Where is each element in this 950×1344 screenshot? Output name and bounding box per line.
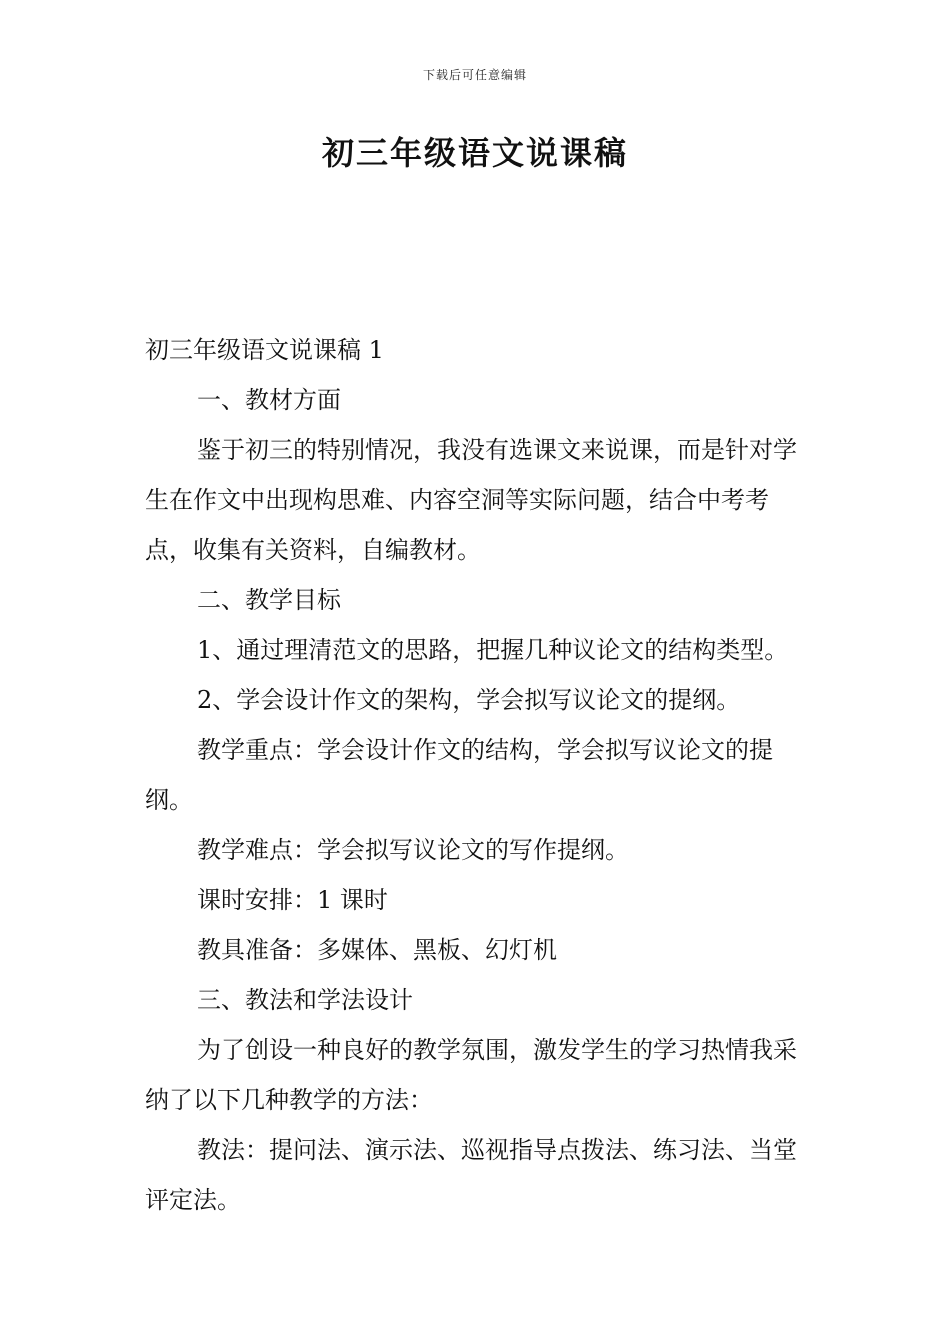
heading-teaching-goals: 二、教学目标 [197,586,341,614]
heading-teaching-material: 一、教材方面 [197,386,341,414]
teaching-key-point: 教学重点：学会设计作文的结构，学会拟写议论文的提纲。 [145,736,773,814]
paragraph-teaching-methods: 教法：提问法、演示法、巡视指导点拨法、练习法、当堂评定法。 [145,1136,797,1214]
goal-item-1: 1、通过理清范文的思路，把握几种议论文的结构类型。 [197,636,789,664]
teaching-difficulty: 教学难点：学会拟写议论文的写作提纲。 [197,836,629,864]
paragraph-material-description: 鉴于初三的特别情况，我没有选课文来说课，而是针对学生在作文中出现构思难、内容空洞等实际问题，结合中考考点，收集有关资料，自编教材。 [145,436,797,564]
header-note: 下载后可任意编辑 [422,68,527,82]
heading-methods-design: 三、教法和学法设计 [197,986,413,1014]
section-subtitle: 初三年级语文说课稿 1 [145,336,384,364]
teaching-aids: 教具准备：多媒体、黑板、幻灯机 [197,936,557,964]
paragraph-methods-intro: 为了创设一种良好的教学氛围，激发学生的学习热情我采纳了以下几种教学的方法： [145,1036,797,1114]
class-hours: 课时安排：1 课时 [197,886,388,914]
document-title: 初三年级语文说课稿 [321,134,628,172]
goal-item-2: 2、学会设计作文的架构，学会拟写议论文的提纲。 [197,686,741,714]
document-body [145,325,810,1225]
